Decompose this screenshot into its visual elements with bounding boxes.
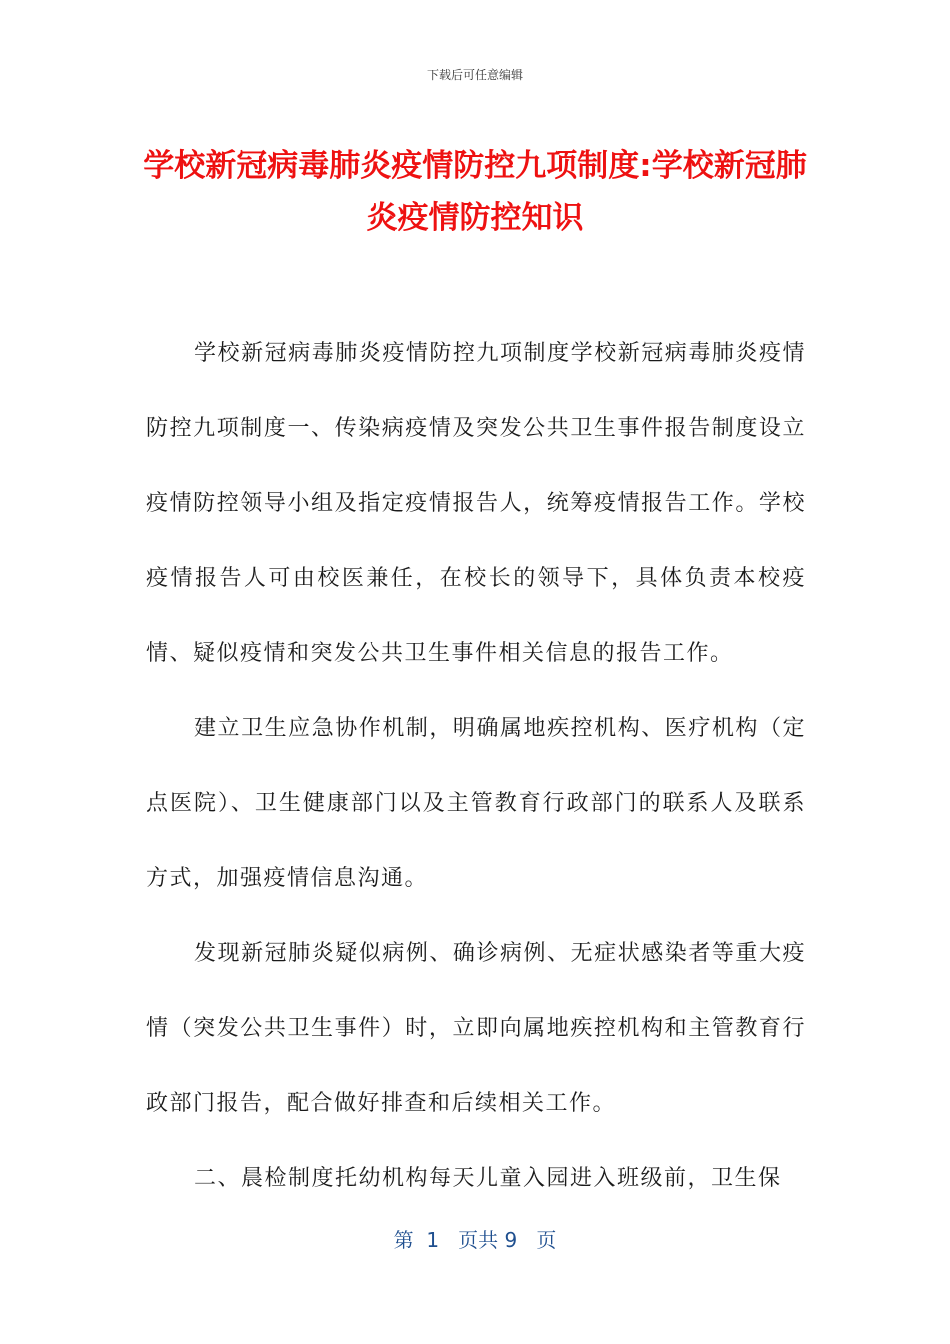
paragraph: 二、晨检制度托幼机构每天儿童入园进入班级前，卫生保 bbox=[194, 1166, 782, 1191]
document-title: 学校新冠病毒肺炎疫情防控九项制度:学校新冠肺炎疫情防控知识 bbox=[143, 148, 807, 236]
page-number-footer: 第 1 页共 9 页 bbox=[393, 1228, 557, 1252]
header-note: 下载后可任意编辑 bbox=[426, 68, 523, 82]
paragraph: 建立卫生应急协作机制，明确属地疾控机构、医疗机构（定点医院）、卫生健康部门以及主管教育行政部门的联系人及联系方式，加强疫情信息沟通。 bbox=[146, 716, 806, 891]
document-body bbox=[146, 316, 806, 1216]
paragraph: 发现新冠肺炎疑似病例、确诊病例、无症状感染者等重大疫情（突发公共卫生事件）时，立即向属地疾控机构和主管教育行政部门报告，配合做好排查和后续相关工作。 bbox=[146, 941, 806, 1116]
paragraph: 学校新冠病毒肺炎疫情防控九项制度学校新冠病毒肺炎疫情防控九项制度一、传染病疫情及突发公共卫生事件报告制度设立疫情防控领导小组及指定疫情报告人，统筹疫情报告工作。学校疫情报告人可由校医兼任，在校长的领导下，具体负责本校疫情、疑似疫情和突发公共卫生事件相关信息的报告工作。 bbox=[146, 341, 806, 666]
